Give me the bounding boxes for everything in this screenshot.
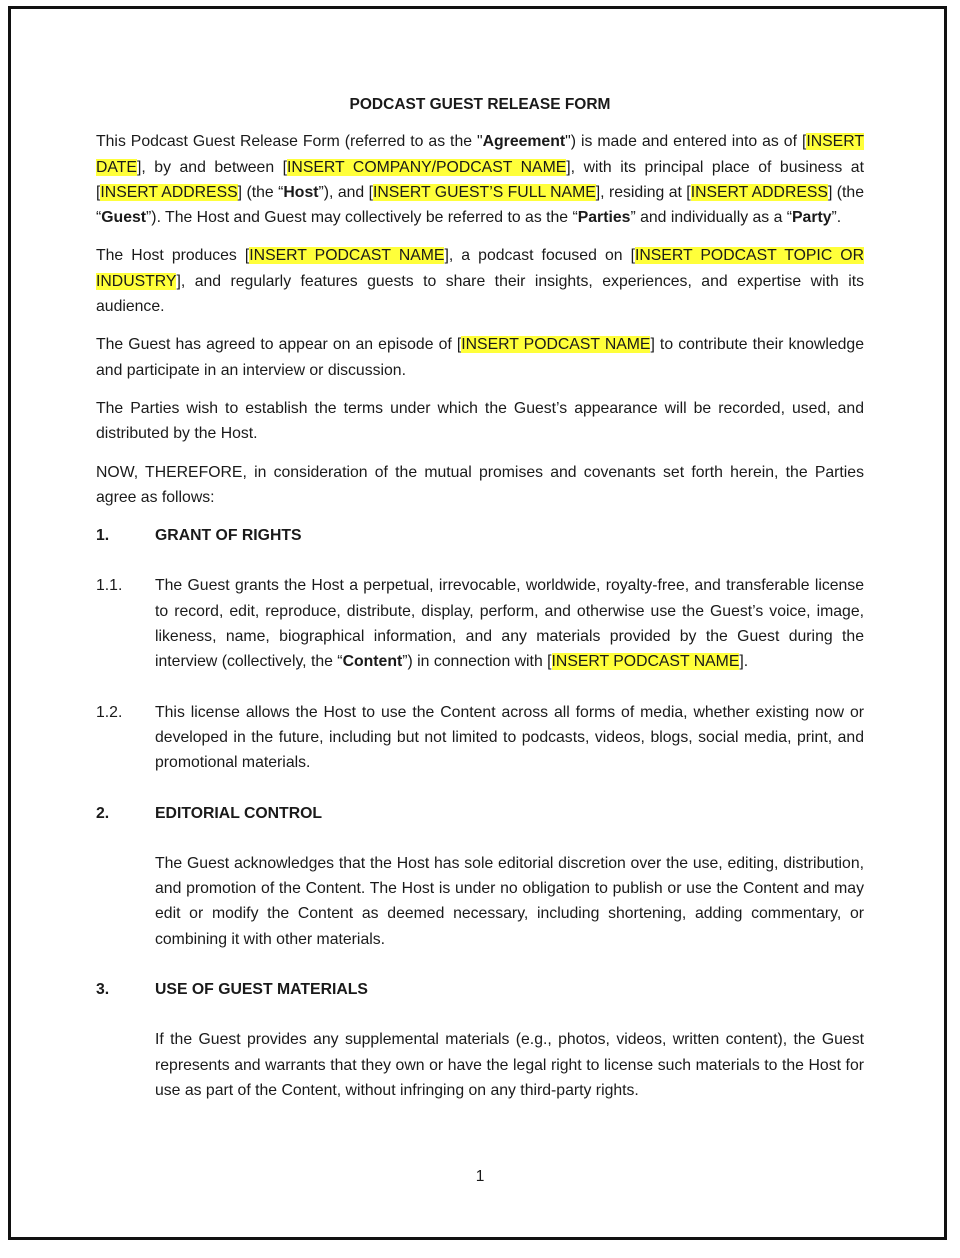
intro-text: ”). The Host and Guest may collectively be referred to as the “ (146, 209, 578, 227)
term-content: Content (342, 653, 403, 671)
clause-text-part: ]. (739, 653, 749, 671)
paragraph-text: ], and regularly features guests to share their insights, experiences, and expertise with its audience. (96, 272, 864, 316)
intro-text: ”. (831, 209, 842, 227)
guest-agreement-paragraph (96, 332, 864, 383)
section-title: USE OF GUEST MATERIALS (155, 981, 368, 999)
placeholder-podcast-topic: INSERT PODCAST TOPIC OR INDUSTRY (96, 247, 864, 290)
intro-text: ], with its principal place of business at [ (96, 158, 864, 201)
paragraph-text: ], a podcast focused on [ (444, 247, 635, 265)
now-therefore-paragraph: NOW, THEREFORE, in consideration of the mutual promises and covenants set forth herein, the Parties agree as follows: (96, 463, 864, 506)
term-guest: Guest (101, 209, 147, 227)
document-page (96, 92, 864, 1103)
placeholder-podcast-name: INSERT PODCAST NAME (249, 247, 445, 265)
placeholder-company-name: INSERT COMPANY/PODCAST NAME (287, 158, 567, 176)
placeholder-date: INSERT DATE (96, 133, 864, 176)
clause-text (155, 573, 864, 674)
intro-text: ] (the “ (96, 183, 864, 227)
clause-text-part: The Guest grants the Host a perpetual, irrevocable, worldwide, royalty-free, and transferable license to record, edit, reproduce, distribute, display, perform, and otherwise use the Guest’s voice, image, likeness, name, biographical information, and any materials provided by the Guest during the interview (collectively, the “ (155, 577, 864, 671)
placeholder-podcast-name: INSERT PODCAST NAME (551, 653, 740, 671)
section-3-text: If the Guest provides any supplemental materials (e.g., photos, videos, written content), the Guest represents and warrants that they own or have the legal right to license such materials to the Host for use as part of the Content, without infringing on any third-party rights. (155, 1031, 864, 1099)
paragraph-text: The Host produces [ (96, 247, 250, 265)
section-number: 1. (96, 527, 110, 545)
section-title: GRANT OF RIGHTS (155, 527, 302, 545)
section-2-heading (96, 801, 864, 826)
placeholder-guest-name: INSERT GUEST’S FULL NAME (373, 183, 596, 201)
term-parties: Parties (577, 209, 631, 227)
placeholder-guest-address: INSERT ADDRESS (690, 183, 828, 201)
clause-1-2 (96, 700, 864, 776)
placeholder-podcast-name: INSERT PODCAST NAME (461, 336, 651, 354)
intro-paragraph (96, 129, 864, 230)
section-1-heading (96, 523, 864, 548)
intro-text: This Podcast Guest Release Form (referred to as the " (96, 133, 483, 151)
paragraph-text: The Guest has agreed to appear on an episode of [ (96, 336, 462, 354)
clause-number: 1.2. (96, 703, 123, 721)
intro-text: ") is made and entered into as of [ (565, 133, 807, 151)
intro-text: ], by and between [ (136, 158, 288, 176)
page-number: 1 (475, 1168, 485, 1185)
term-host: Host (283, 183, 319, 201)
clause-text: This license allows the Host to use the Content across all forms of media, whether existing now or developed in the future, including but not limited to podcasts, videos, blogs, social media, print, and promotional materials. (155, 703, 864, 772)
term-agreement: Agreement (482, 133, 566, 151)
document-title: PODCAST GUEST RELEASE FORM (349, 96, 611, 113)
clause-1-1 (96, 573, 864, 674)
term-party: Party (792, 209, 832, 227)
intro-text: ], residing at [ (595, 183, 691, 201)
podcast-description-paragraph (96, 243, 864, 319)
section-title: EDITORIAL CONTROL (155, 804, 323, 822)
section-number: 2. (96, 804, 110, 822)
intro-text: ] (the “ (237, 183, 284, 201)
section-3-heading (96, 977, 864, 1002)
placeholder-host-address: INSERT ADDRESS (100, 183, 238, 201)
section-2-text: The Guest acknowledges that the Host has sole editorial discretion over the use, editing, distribution, and promotion of the Content. The Host is under no obligation to publish or use the Content and may edit or modify the Content as deemed necessary, including shortening, adding commentary, or combining it with other materials. (155, 854, 864, 948)
intro-text: ”), and [ (318, 183, 373, 201)
paragraph-text: ] to contribute their knowledge and participate in an interview or discussion. (96, 336, 864, 379)
section-number: 3. (96, 981, 110, 999)
clause-number: 1.1. (96, 577, 123, 595)
terms-purpose-paragraph: The Parties wish to establish the terms under which the Guest’s appearance will be recorded, used, and distributed by the Host. (96, 399, 864, 443)
clause-text-part: ”) in connection with [ (402, 653, 552, 671)
intro-text: ” and individually as a “ (630, 209, 793, 227)
